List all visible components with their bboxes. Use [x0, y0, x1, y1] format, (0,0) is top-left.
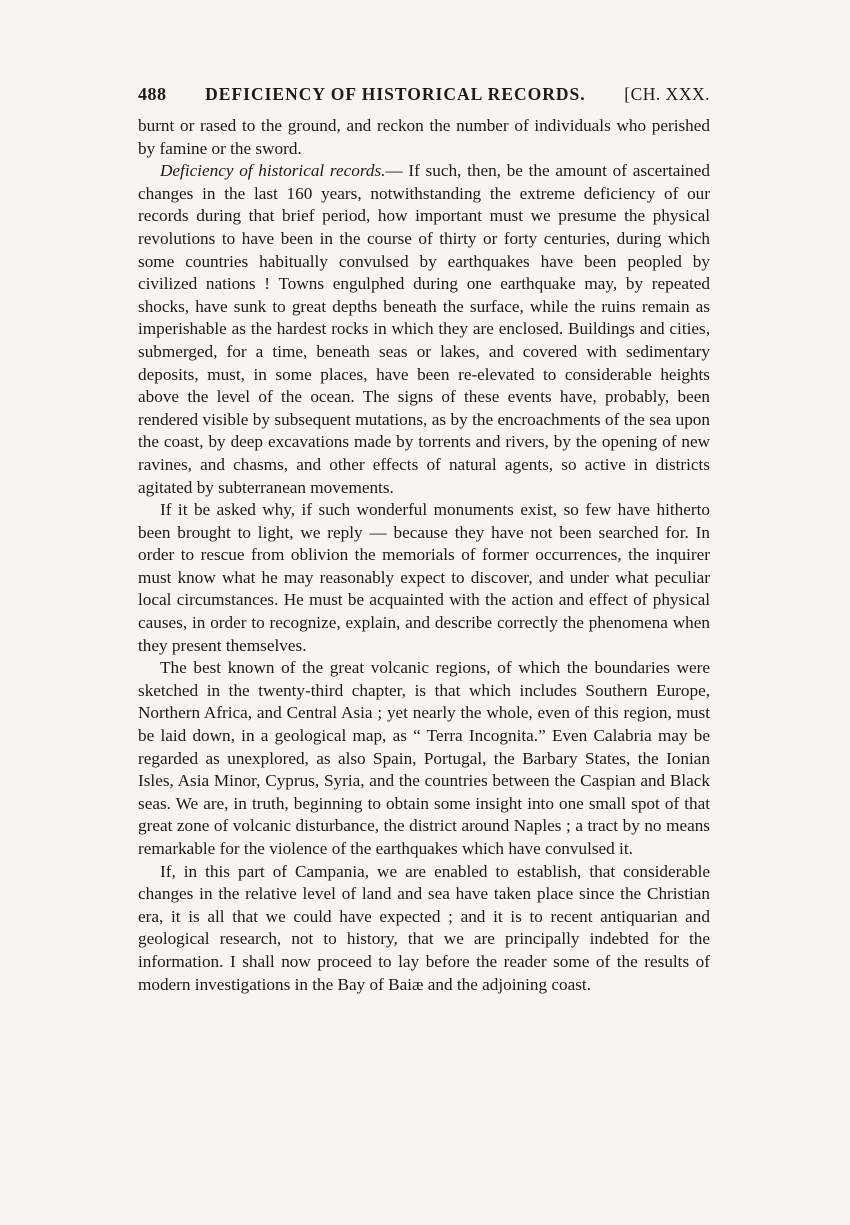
running-title: DEFICIENCY OF HISTORICAL RECORDS. [205, 84, 586, 104]
paragraph-continuation: burnt or rased to the ground, and reckon the number of individuals who perished by famine or the sword. [138, 116, 710, 158]
paragraph-deficiency-text: — If such, then, be the amount of ascertained changes in the last 160 years, notwithstanding the extreme deficiency of our records during that brief period, how important must we presume the physical revolutions to have been in the course of thirty or forty centuries, during which some countries habitually convulsed by earthquakes have been peopled by civilized nations ! Towns engulphed during one earthquake may, by repeated shocks, have sunk to great depths beneath the surface, while the ruins remain as imperishable as the hardest rocks in which they are enclosed. Buildings and cities, submerged, for a time, beneath seas or lakes, and covered with sedimentary deposits, must, in some places, have been re-elevated to considerable heights above the level of the ocean. The signs of these events have, probably, been rendered visible by subsequent mutations, as by the encroachments of the sea upon the coast, by deep excavations made by torrents and rivers, by the opening of new ravines, and chasms, and other effects of natural agents, so active in districts agitated by subterranean movements. [138, 161, 710, 497]
page-number: 488 [138, 84, 167, 104]
chapter-reference: [CH. XXX. [624, 84, 710, 104]
paragraph-why-few: If it be asked why, if such wonderful monuments exist, so few have hitherto been brought to light, we reply — because they have not been searched for. In order to rescue from oblivion the memorials of former occurrences, the inquirer must know what he may reasonably expect to discover, and under what peculiar local circumstances. He must be acquainted with the action and effect of physical causes, in order to recognize, explain, and describe correctly the phenomena when they present themselves. [138, 500, 710, 655]
running-head [138, 84, 710, 105]
section-sidehead: Deficiency of historical records. [160, 161, 386, 181]
paragraph-campania: If, in this part of Campania, we are enabled to establish, that considerable changes in the relative level of land and sea have taken place since the Christian era, it is all that we could have expected ; and it is to recent antiquarian and geological research, not to history, that we are principally indebted for the information. I shall now proceed to lay before the reader some of the results of modern investigations in the Bay of Baiæ and the adjoining coast. [138, 861, 710, 994]
paragraph-volcanic-regions: The best known of the great volcanic regions, of which the boundaries were sketched in the twenty-third chapter, is that which includes Southern Europe, Northern Africa, and Central Asia ; yet nearly the whole, even of this region, must be laid down, in a geological map, as “ Terra Incognita.” Even Calabria may be regarded as unexplored, as also Spain, Portugal, the Barbary States, the Ionian Isles, Asia Minor, Cyprus, Syria, and the countries between the Caspian and Black seas. We are, in truth, beginning to obtain some insight into one small spot of that great zone of volcanic disturbance, the district around Naples ; a tract by no means remarkable for the violence of the earthquakes which have convulsed it. [138, 658, 710, 858]
body-text [138, 115, 710, 996]
book-page [138, 84, 710, 996]
paragraph-deficiency [138, 160, 710, 499]
